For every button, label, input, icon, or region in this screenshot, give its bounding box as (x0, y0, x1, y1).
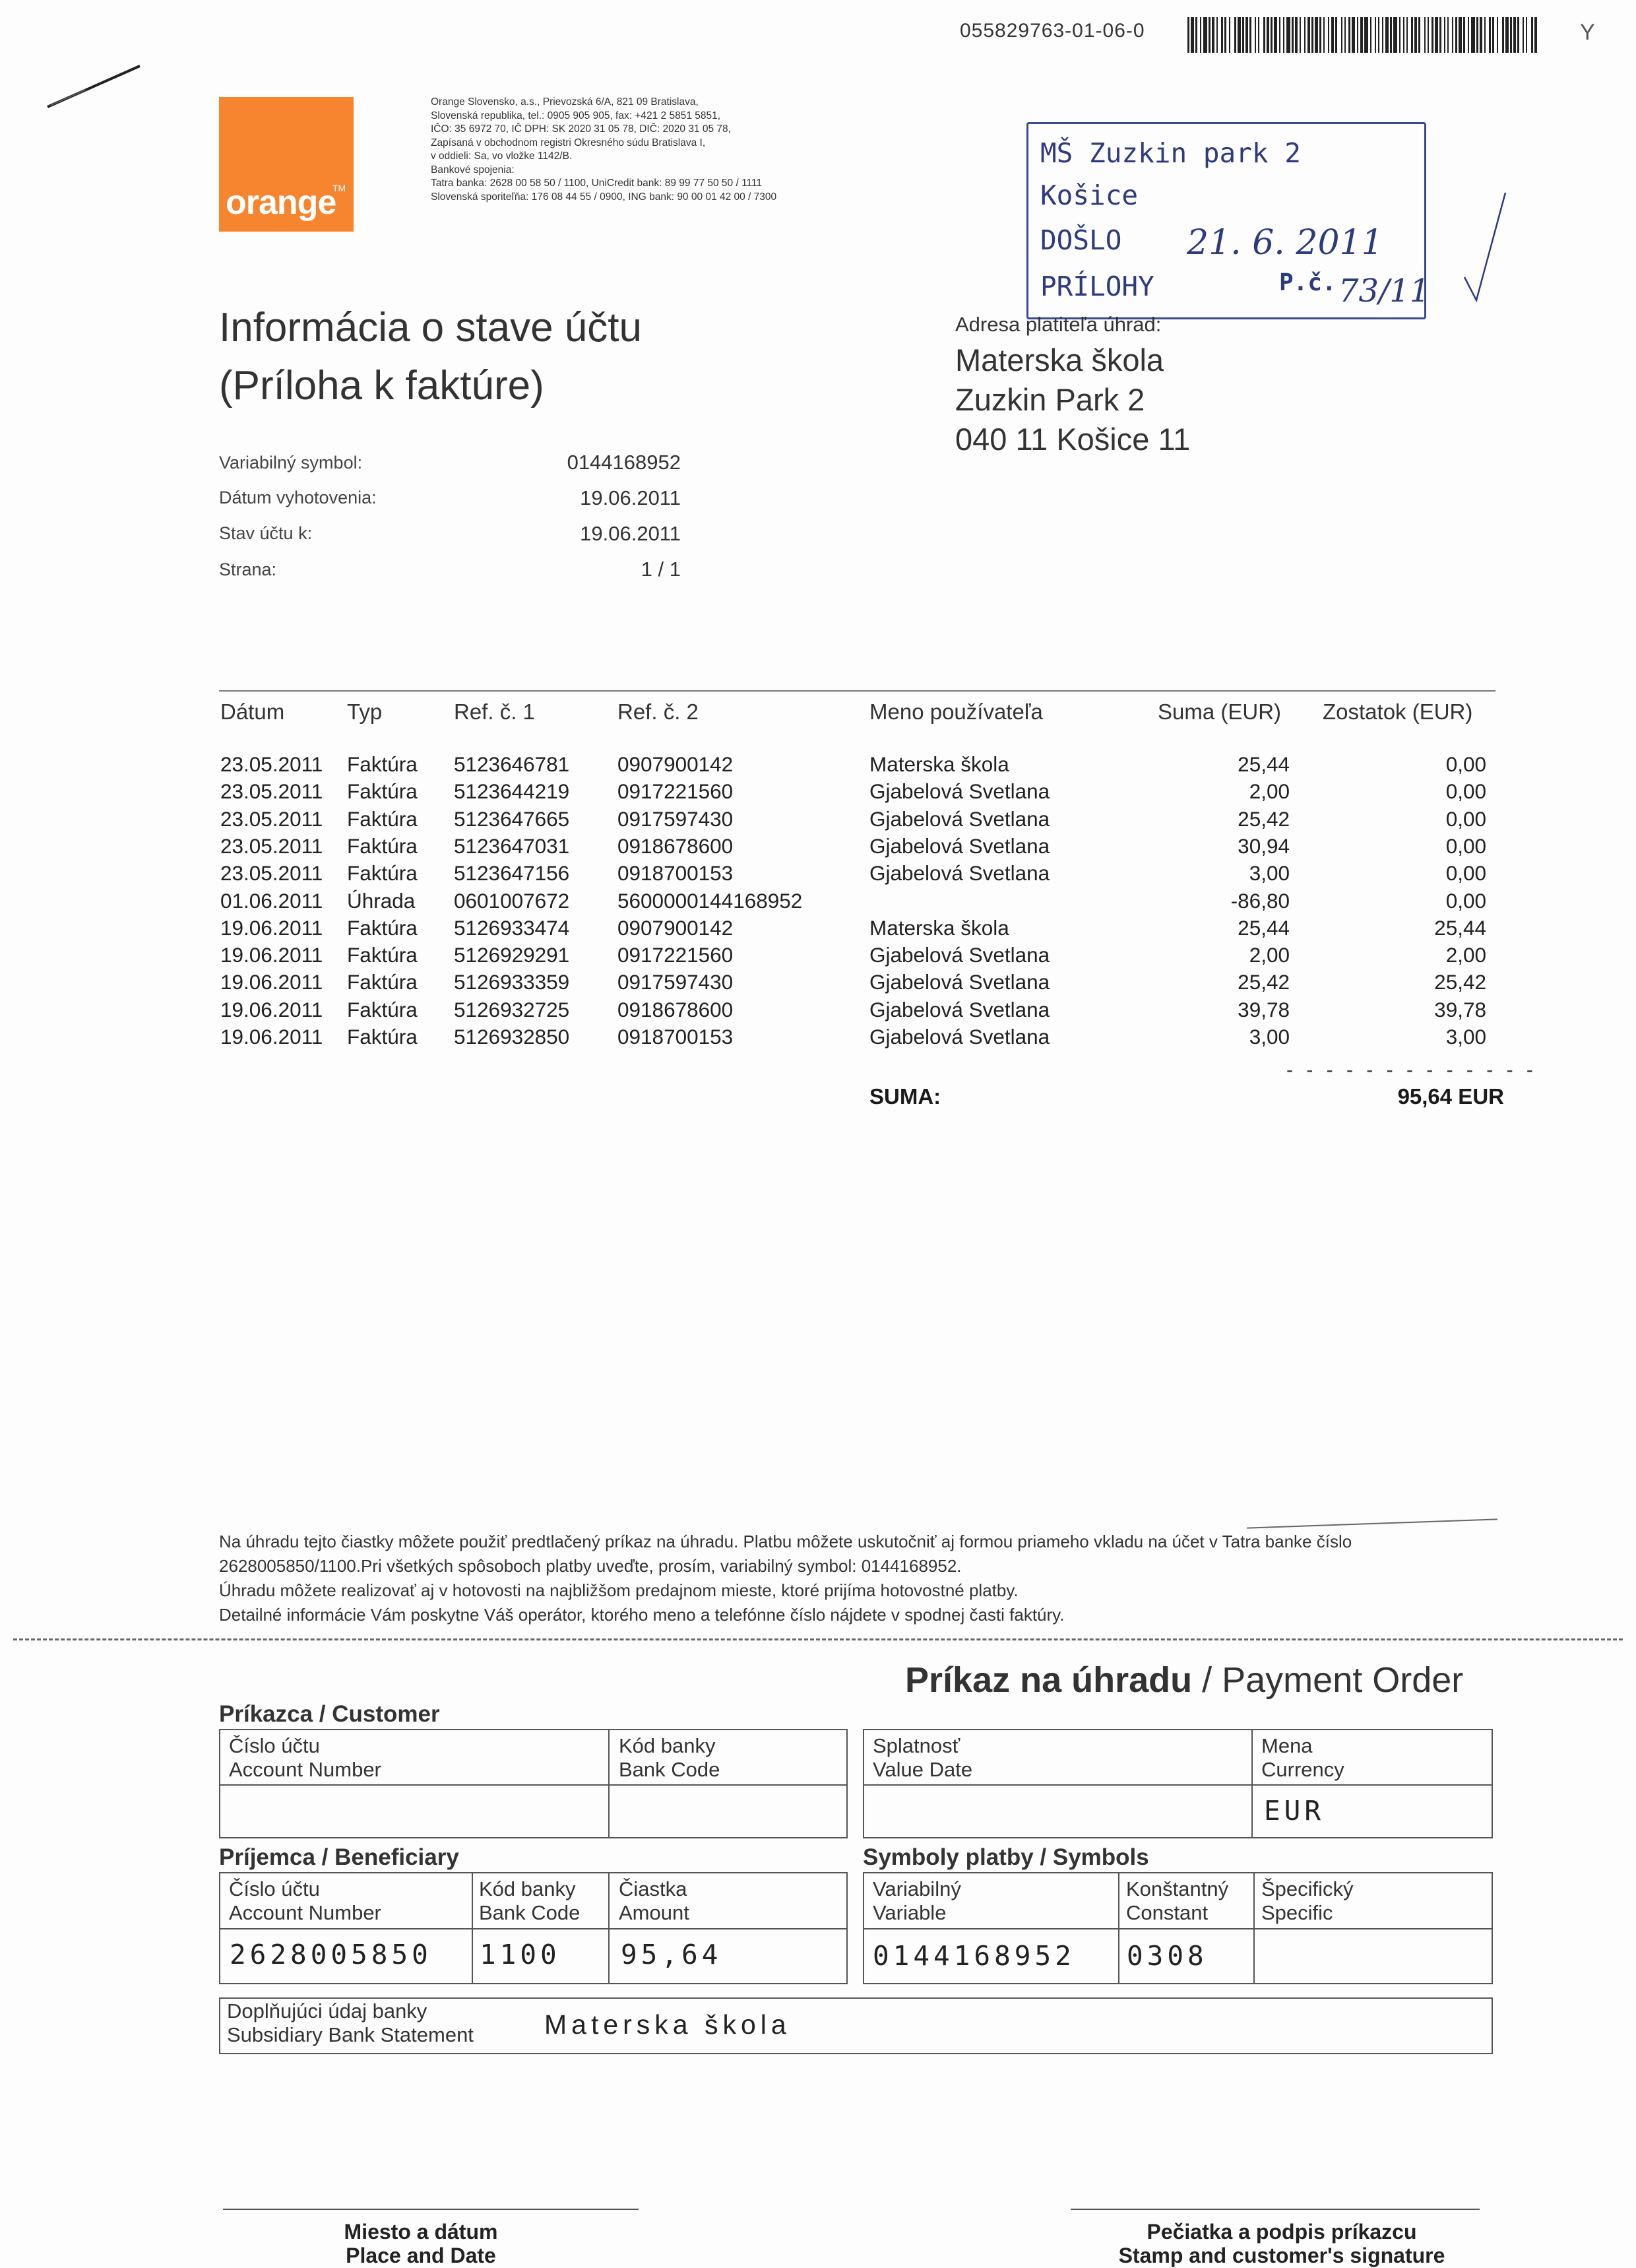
info-line: Detailné informácie Vám poskytne Váš operátor, ktorého meno a telefónne číslo nájdete v spodnej časti faktúry. (219, 1605, 1065, 1625)
handwritten-date: 21. 6. 2011 (1187, 223, 1383, 263)
corner-letter: Y (1580, 20, 1595, 45)
company-line: Bankové spojenia: (431, 164, 515, 176)
beneficiary-bank-code-label (479, 1877, 580, 1925)
cell-amount: 39,78 (1238, 997, 1290, 1021)
cell-balance: 39,78 (1434, 997, 1486, 1021)
cut-line (13, 1638, 1623, 1640)
cell-amount: -86,80 (1230, 888, 1290, 913)
cell-date: 19.06.2011 (220, 1025, 323, 1049)
company-line: Tatra banka: 2628 00 58 50 / 1100, UniCredit bank: 89 99 77 50 50 / 1111 (431, 178, 763, 189)
cell-type: Faktúra (347, 752, 418, 776)
currency-value: EUR (1264, 1795, 1325, 1827)
title-line: Informácia o stave účtu (219, 305, 642, 350)
col-header-date: Dátum (220, 699, 285, 724)
label-en: Amount (619, 1901, 689, 1924)
label-en: Subsidiary Bank Statement (227, 2023, 474, 2046)
cell-type: Faktúra (347, 779, 418, 804)
cell-date: 19.06.2011 (220, 970, 323, 994)
sum-label: SUMA: (869, 1084, 941, 1109)
subsidiary-value: Materska škola (544, 2009, 791, 2040)
company-line: Zapísaná v obchodnom registri Okresného súdu Bratislava I, (431, 137, 706, 148)
label-sk: Miesto a dátum (344, 2220, 498, 2244)
symbols-heading: Symboly platby / Symbols (863, 1844, 1149, 1870)
address-line: Materska škola (955, 342, 1164, 377)
cell-type: Faktúra (347, 861, 418, 886)
handwritten-stroke (1247, 1518, 1497, 1528)
variable-symbol-field-label (873, 1877, 961, 1925)
cell-type: Faktúra (347, 806, 418, 831)
label-en: Bank Code (479, 1901, 581, 1924)
issue-date-label: Dátum vyhotovenia: (219, 488, 377, 507)
logo-trademark: TM (332, 183, 346, 193)
label-sk: Splatnosť (873, 1734, 960, 1757)
cell-type: Faktúra (347, 915, 418, 940)
constant-symbol-value: 0308 (1127, 1940, 1208, 1972)
barcode (1187, 17, 1537, 53)
cell-amount: 2,00 (1249, 943, 1290, 967)
label-en: Stamp and customer's signature (1118, 2244, 1445, 2267)
balance-date-label: Stav účtu k: (219, 523, 313, 543)
cell-balance: 0,00 (1445, 888, 1486, 913)
cell-amount: 2,00 (1249, 779, 1290, 804)
handwritten-number: 73/11 (1338, 273, 1430, 309)
specific-symbol-label (1261, 1877, 1354, 1925)
label-sk: Pečiatka a podpis príkazcu (1147, 2220, 1417, 2244)
cell-date: 23.05.2011 (220, 833, 323, 858)
page-value: 1 / 1 (641, 558, 681, 581)
value-date-divider (1251, 1729, 1253, 1838)
cell-amount: 3,00 (1249, 861, 1290, 886)
cell-date: 23.05.2011 (220, 752, 323, 776)
cell-ref2: 0917221560 (617, 943, 734, 967)
label-en: Bank Code (619, 1758, 720, 1781)
cell-user-name: Gjabelová Svetlana (869, 997, 1050, 1021)
col-header-ref2: Ref. č. 2 (617, 699, 699, 724)
cell-user-name: Gjabelová Svetlana (869, 779, 1050, 804)
label-en: Specific (1261, 1901, 1333, 1924)
cell-balance: 25,42 (1434, 970, 1486, 994)
cell-ref2: 0918678600 (617, 833, 734, 858)
title-line: (Príloha k faktúre) (219, 363, 544, 408)
cell-ref1: 5123647031 (454, 833, 570, 858)
cell-ref1: 5123647665 (454, 806, 570, 831)
label-sk: Variabilný (873, 1877, 961, 1900)
label-sk: Čiastka (619, 1877, 687, 1900)
signature-line (1071, 2209, 1480, 2210)
company-line: Slovenská republika, tel.: 0905 905 905, fax: +421 2 5851 5851, (431, 110, 721, 121)
payer-address-label: Adresa platiteľa úhrad: (955, 313, 1162, 336)
stamp-line: DOŠLO (1040, 224, 1122, 256)
company-line: Orange Slovensko, a.s., Prievozská 6/A, 821 09 Bratislava, (431, 96, 699, 108)
value-date-label (873, 1734, 972, 1782)
cell-balance: 3,00 (1445, 1025, 1486, 1049)
customer-account-label (229, 1734, 381, 1782)
beneficiary-bank-code-value: 1100 (480, 1939, 561, 1970)
cell-balance: 2,00 (1445, 943, 1486, 967)
label-sk: Špecifický (1261, 1877, 1354, 1900)
company-line: Slovenská sporiteľňa: 176 08 44 55 / 0900, ING bank: 90 00 01 42 00 / 7300 (431, 191, 777, 203)
cell-balance: 0,00 (1445, 779, 1486, 804)
cell-ref2: 0917597430 (617, 970, 734, 994)
cell-date: 23.05.2011 (220, 861, 323, 886)
cell-ref1: 5126929291 (454, 943, 570, 967)
cell-ref1: 5126932725 (454, 997, 570, 1021)
cell-user-name: Gjabelová Svetlana (869, 861, 1050, 886)
cell-ref1: 5123646781 (454, 752, 570, 776)
beneficiary-account-value: 2628005850 (230, 1939, 432, 1970)
place-date-label (223, 2220, 619, 2267)
customer-bank-code-label (619, 1734, 720, 1782)
cell-ref2: 0917221560 (617, 779, 734, 804)
cell-user-name: Gjabelová Svetlana (869, 1025, 1050, 1049)
beneficiary-account-label (229, 1877, 381, 1925)
col-header-balance: Zostatok (EUR) (1323, 699, 1473, 724)
cell-ref1: 5126932850 (454, 1025, 570, 1049)
symbols-divider (863, 1928, 1493, 1929)
cell-balance: 0,00 (1445, 752, 1486, 776)
label-sk: Kód banky (619, 1734, 716, 1757)
table-top-rule (219, 690, 1495, 692)
beneficiary-divider (219, 1928, 848, 1929)
label-en: Variable (873, 1901, 947, 1924)
label-sk: Doplňujúci údaj banky (227, 1999, 427, 2023)
customer-box-divider (219, 1784, 848, 1786)
label-en: Place and Date (346, 2244, 496, 2267)
document-title (219, 299, 642, 415)
stamp-pc-label: P.č. (1279, 269, 1337, 296)
cell-balance: 25,44 (1434, 915, 1486, 940)
sum-separator: - - - - - - - - - - - - - (1286, 1059, 1537, 1081)
company-line: v oddieli: Sa, vo vložke 1142/B. (431, 150, 573, 162)
cell-ref1: 5123647156 (454, 861, 570, 886)
variable-symbol-label: Variabilný symbol: (219, 453, 363, 472)
cell-ref1: 5126933474 (454, 915, 570, 940)
cell-type: Faktúra (347, 833, 418, 858)
label-en: Account Number (229, 1758, 381, 1781)
info-line: Úhradu môžete realizovať aj v hotovosti na najbližšom predajnom mieste, ktoré prijíma hotovostné platby. (219, 1580, 1019, 1600)
label-en: Constant (1126, 1901, 1209, 1924)
payment-order-title-rest: / Payment Order (1192, 1660, 1464, 1700)
check-mark (1458, 191, 1511, 310)
balance-date-value: 19.06.2011 (580, 522, 681, 545)
value-date-divider (863, 1784, 1493, 1786)
customer-box-divider (608, 1729, 610, 1838)
stamp-line: PRÍLOHY (1040, 271, 1154, 302)
cell-user-name: Materska škola (869, 915, 1009, 940)
customer-heading: Príkazca / Customer (219, 1701, 440, 1727)
symbols-divider (1253, 1872, 1255, 1984)
beneficiary-heading: Príjemca / Beneficiary (219, 1844, 459, 1870)
cell-amount: 25,44 (1238, 752, 1290, 776)
cell-amount: 3,00 (1249, 1025, 1290, 1049)
cell-user-name: Gjabelová Svetlana (869, 806, 1050, 831)
constant-symbol-label (1126, 1877, 1228, 1925)
issue-date-value: 19.06.2011 (580, 486, 681, 509)
cell-ref2: 0907900142 (617, 752, 734, 776)
company-info (431, 96, 860, 204)
label-sk: Číslo účtu (229, 1877, 320, 1900)
logo-text: orange (226, 183, 336, 222)
label-sk: Kód banky (479, 1877, 576, 1900)
cell-ref2: 0918700153 (617, 1025, 734, 1049)
pen-mark (46, 59, 145, 119)
payment-order-title (905, 1660, 1463, 1701)
cell-ref1: 5123644219 (454, 779, 570, 804)
stamp-signature-label (1071, 2220, 1493, 2267)
cell-balance: 0,00 (1445, 861, 1486, 886)
info-line: Na úhradu tejto čiastky môžete použiť predtlačený príkaz na úhradu. Platbu môžete uskutočniť aj formou priameho vkladu na účet v Tatra banke číslo (219, 1532, 1352, 1551)
cell-ref2: 0918678600 (617, 997, 734, 1021)
col-header-user-name: Meno používateľa (869, 699, 1043, 724)
cell-amount: 25,42 (1238, 806, 1290, 831)
subsidiary-label (227, 1999, 474, 2047)
cell-ref2: 0918700153 (617, 861, 734, 886)
cell-date: 19.06.2011 (220, 943, 323, 967)
cell-date: 23.05.2011 (220, 779, 323, 804)
address-line: Zuzkin Park 2 (955, 382, 1145, 417)
variable-symbol-field-value: 0144168952 (873, 1940, 1075, 1972)
stamp-line: MŠ Zuzkin park 2 (1040, 137, 1301, 169)
amount-value: 95,64 (621, 1939, 722, 1970)
cell-user-name: Gjabelová Svetlana (869, 970, 1050, 994)
cell-type: Faktúra (347, 1025, 418, 1049)
info-line: 2628005850/1100.Pri všetkých spôsoboch platby uveďte, prosím, variabilný symbol: 0144168952. (219, 1556, 962, 1576)
symbols-divider (1118, 1872, 1119, 1984)
cell-type: Faktúra (347, 970, 418, 994)
place-date-line (223, 2209, 639, 2210)
cell-amount: 25,44 (1238, 915, 1290, 940)
payment-order-title-bold: Príkaz na úhradu (905, 1660, 1193, 1700)
label-sk: Číslo účtu (229, 1734, 320, 1757)
page-label: Strana: (219, 560, 277, 579)
cell-ref2: 0917597430 (617, 806, 734, 831)
cell-ref2: 5600000144168952 (617, 888, 803, 913)
cell-type: Faktúra (347, 997, 418, 1021)
sum-value: 95,64 EUR (1397, 1084, 1504, 1109)
cell-user-name: Gjabelová Svetlana (869, 833, 1050, 858)
cell-type: Úhrada (347, 888, 416, 913)
cell-user-name: Gjabelová Svetlana (869, 943, 1050, 967)
label-sk: Mena (1261, 1734, 1313, 1757)
variable-symbol-value: 0144168952 (567, 451, 681, 474)
beneficiary-divider (472, 1872, 473, 1984)
label-en: Account Number (229, 1901, 381, 1924)
received-stamp (1026, 122, 1430, 319)
col-header-amount: Suma (EUR) (1158, 699, 1282, 724)
amount-label (619, 1877, 689, 1925)
cell-date: 01.06.2011 (220, 888, 323, 913)
currency-label (1261, 1734, 1344, 1782)
company-line: IČO: 35 6972 70, IČ DPH: SK 2020 31 05 78, DIČ: 2020 31 05 78, (431, 123, 731, 135)
cell-balance: 0,00 (1445, 806, 1486, 831)
stamp-line: Košice (1040, 179, 1139, 211)
label-sk: Konštantný (1126, 1877, 1229, 1900)
cell-ref1: 5126933359 (454, 970, 570, 994)
label-en: Value Date (873, 1758, 973, 1781)
cell-ref1: 0601007672 (454, 888, 570, 913)
cell-date: 23.05.2011 (220, 806, 323, 831)
cell-balance: 0,00 (1445, 833, 1486, 858)
cell-date: 19.06.2011 (220, 915, 323, 940)
cell-amount: 30,94 (1238, 833, 1290, 858)
cell-user-name: Materska škola (869, 752, 1009, 776)
payment-info (219, 1530, 1505, 1627)
label-en: Currency (1261, 1758, 1344, 1781)
beneficiary-divider (608, 1872, 610, 1984)
cell-type: Faktúra (347, 943, 418, 967)
address-line: 040 11 Košice 11 (955, 422, 1191, 457)
cell-ref2: 0907900142 (617, 915, 734, 940)
document-code: 055829763-01-06-0 (960, 20, 1145, 42)
orange-logo (219, 97, 354, 232)
cell-date: 19.06.2011 (220, 997, 323, 1021)
col-header-type: Typ (347, 699, 383, 724)
cell-amount: 25,42 (1238, 970, 1290, 994)
col-header-ref1: Ref. č. 1 (454, 699, 535, 724)
